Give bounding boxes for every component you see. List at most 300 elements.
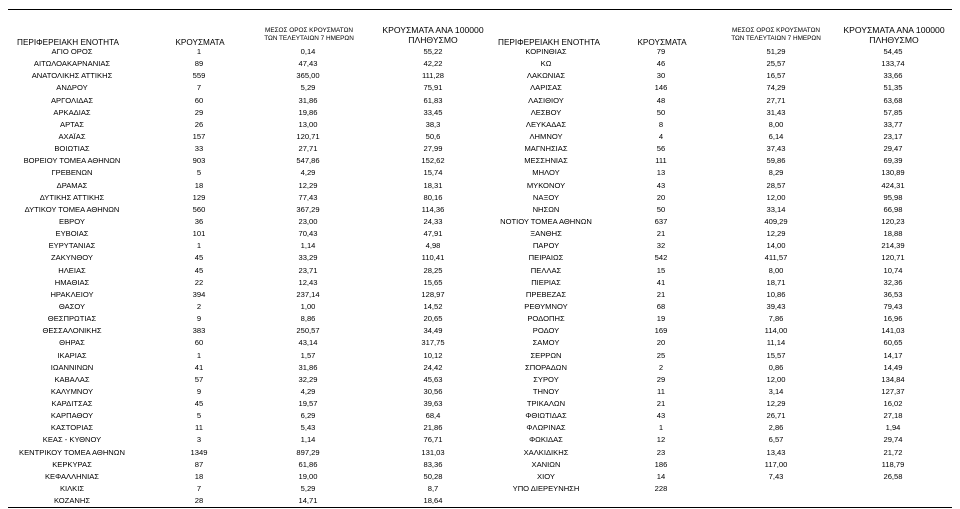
right-per100k-cell: 27,18 (883, 411, 903, 421)
left-per100k-cell: 28,25 (423, 265, 443, 275)
right-cases-cell: 21 (656, 229, 666, 239)
right-per100k-cell: 141,03 (881, 326, 905, 336)
left-cases-cell: 1 (196, 47, 202, 56)
right-region-cell: ΤΡΙΚΑΛΩΝ (526, 399, 566, 409)
header-avg7-right (713, 27, 839, 43)
right-avg7-cell: 3,14 (768, 386, 784, 396)
left-per100k-cell: 110,41 (421, 253, 445, 263)
right-avg7-cell: 39,43 (766, 301, 786, 311)
right-avg7-cell: 8,29 (768, 168, 784, 178)
right-region-cell: ΡΕΘΥΜΝΟΥ (524, 301, 568, 311)
right-cases-cell: 169 (654, 326, 668, 336)
header-region-right: ΠΕΡΙΦΕΡΕΙΑΚΗ ΕΝΟΤΗΤΑ (498, 38, 600, 47)
left-avg7-cell: 19,00 (298, 471, 318, 481)
right-avg7-cell: 6,57 (768, 435, 784, 445)
left-per100k-cell: 50,28 (423, 471, 443, 481)
right-cases-cell: 542 (654, 253, 668, 263)
right-region-cell: ΝΑΞΟΥ (532, 192, 560, 202)
right-cases-cell: 56 (656, 144, 666, 154)
right-cases-cell: 14 (656, 471, 666, 481)
right-cases-cell: 50 (656, 204, 666, 214)
right-avg7-cell: 31,43 (766, 107, 786, 117)
left-per100k-cell: 30,56 (423, 386, 443, 396)
left-region-cell: ΘΗΡΑΣ (59, 338, 85, 348)
left-cases-cell: 1 (196, 350, 202, 360)
left-avg7-cell: 5,29 (300, 83, 316, 93)
left-region-cell: ΚΕΑΣ - ΚΥΘΝΟΥ (42, 435, 102, 445)
left-avg7-cell: 250,57 (296, 326, 320, 336)
left-avg7-cell: 120,71 (296, 131, 320, 141)
left-cases-cell: 9 (196, 314, 202, 324)
left-per100k-cell: 128,97 (421, 289, 445, 299)
right-region-cell: ΣΥΡΟΥ (533, 374, 559, 384)
right-avg7-cell: 12,29 (766, 399, 786, 409)
left-cases-cell: 5 (196, 411, 202, 421)
right-avg7-cell: 59,86 (766, 156, 786, 166)
right-cases-cell: 29 (656, 374, 666, 384)
right-avg7-cell: 12,00 (766, 374, 786, 384)
right-per100k-cell: 51,35 (883, 83, 903, 93)
right-per100k-cell: 66,98 (883, 204, 903, 214)
right-region-cell: ΛΑΡΙΣΑΣ (530, 83, 562, 93)
right-avg7-cell (736, 483, 816, 495)
right-avg7-cell: 2,86 (768, 423, 784, 433)
left-per100k-cell: 24,33 (423, 216, 443, 226)
left-avg7-cell: 4,29 (300, 386, 316, 396)
right-per100k-cell: 57,85 (883, 107, 903, 117)
right-per100k-cell: 26,58 (883, 471, 903, 481)
left-avg7-cell: 19,86 (298, 107, 318, 117)
left-region-cell: ΚΙΛΚΙΣ (59, 484, 85, 494)
left-cases-cell: 383 (192, 326, 206, 336)
left-per100k-cell: 76,71 (423, 435, 443, 445)
right-region-cell: ΣΑΜΟΥ (532, 338, 560, 348)
right-per100k-cell: 54,45 (883, 47, 903, 56)
left-cases-cell: 22 (194, 277, 204, 287)
right-per100k-cell: 63,68 (883, 95, 903, 105)
right-cases-cell: 11 (657, 386, 665, 396)
right-cases-cell: 41 (656, 277, 666, 287)
right-avg7-cell: 26,71 (766, 411, 786, 421)
right-per100k-cell: 32,36 (883, 277, 903, 287)
right-region-cell: ΦΛΩΡΙΝΑΣ (526, 423, 566, 433)
right-avg7-cell: 8,00 (768, 265, 784, 275)
left-region-cell: ΔΥΤΙΚΗΣ ΑΤΤΙΚΗΣ (39, 192, 105, 202)
left-cases-cell: 26 (194, 119, 204, 129)
left-avg7-cell: 4,29 (300, 168, 316, 178)
left-region-cell: ΑΝΔΡΟΥ (56, 83, 88, 93)
right-per100k-cell: 79,43 (883, 301, 903, 311)
top-rule (8, 9, 952, 10)
left-region-cell: ΚΑΛΥΜΝΟΥ (50, 386, 94, 396)
left-region-cell: ΑΓΙΟ ΟΡΟΣ (51, 47, 93, 56)
right-cases-cell: 43 (656, 411, 666, 421)
right-avg7-cell: 411,57 (764, 253, 788, 263)
right-region-cell: ΞΑΝΘΗΣ (530, 229, 562, 239)
right-region-cell: ΣΠΟΡΑΔΩΝ (525, 362, 567, 372)
right-avg7-cell: 25,57 (766, 59, 786, 69)
right-per100k-cell: 29,47 (883, 144, 903, 154)
right-region-cell: ΛΑΚΩΝΙΑΣ (526, 71, 566, 81)
right-region-cell: ΛΕΥΚΑΔΑΣ (525, 119, 567, 129)
left-per100k-cell: 83,36 (423, 459, 443, 469)
right-cases-cell: 43 (656, 180, 666, 190)
header-per100k-left-line1: ΚΡΟΥΣΜΑΤΑ ΑΝΑ 100000 (382, 25, 484, 35)
left-per100k-cell: 55,22 (423, 47, 443, 56)
right-per100k-cell: 424,31 (881, 180, 905, 190)
left-per100k-cell: 50,6 (425, 131, 441, 141)
left-cases-cell: 33 (194, 144, 204, 154)
right-cases-cell: 12 (656, 435, 666, 445)
right-region-cell: ΛΕΣΒΟΥ (530, 107, 562, 117)
right-region-cell: ΠΕΙΡΑΙΩΣ (528, 253, 564, 263)
left-region-cell: ΚΑΡΔΙΤΣΑΣ (51, 399, 93, 409)
right-cases-cell: 8 (658, 119, 664, 129)
left-cases-cell: 11 (195, 423, 203, 433)
left-cases-cell: 559 (192, 71, 206, 81)
left-cases-cell: 1 (196, 241, 202, 251)
right-avg7-cell: 7,43 (768, 471, 784, 481)
left-region-cell: ΕΒΡΟΥ (59, 216, 85, 226)
right-region-cell: ΝΟΤΙΟΥ ΤΟΜΕΑ ΑΘΗΝΩΝ (500, 216, 592, 226)
left-region-cell: ΑΡΚΑΔΙΑΣ (53, 107, 91, 117)
left-avg7-cell: 23,71 (298, 265, 318, 275)
right-per100k-cell: 10,74 (883, 265, 903, 275)
left-region-cell: ΚΕΝΤΡΙΚΟΥ ΤΟΜΕΑ ΑΘΗΝΩΝ (19, 447, 125, 457)
right-per100k-cell: 33,66 (883, 71, 903, 81)
left-avg7-cell: 1,57 (300, 350, 316, 360)
left-region-cell: ΑΧΑΪΑΣ (58, 131, 86, 141)
right-avg7-cell: 11,14 (766, 338, 786, 348)
right-cases-cell: 4 (658, 131, 664, 141)
left-per100k-cell: 34,49 (423, 326, 443, 336)
right-region-cell: ΜΕΣΣΗΝΙΑΣ (524, 156, 568, 166)
right-avg7-cell: 10,86 (766, 289, 786, 299)
left-avg7-cell: 6,29 (300, 411, 316, 421)
bottom-rule (8, 507, 952, 508)
left-avg7-cell: 1,14 (300, 435, 316, 445)
left-avg7-cell: 5,43 (300, 423, 316, 433)
left-per100k-cell: 39,63 (423, 399, 443, 409)
right-avg7-cell: 28,57 (766, 180, 786, 190)
right-avg7-cell: 117,00 (764, 459, 788, 469)
right-region-cell: ΝΗΣΩΝ (532, 204, 560, 214)
left-region-cell: ΑΙΤΩΛΟΑΚΑΡΝΑΝΙΑΣ (33, 59, 111, 69)
left-avg7-cell: 31,86 (298, 362, 318, 372)
right-per100k-cell: 69,39 (883, 156, 903, 166)
right-region-cell: ΣΕΡΡΩΝ (530, 350, 562, 360)
left-per100k-cell: 15,74 (423, 168, 443, 178)
header-per100k-right-line1: ΚΡΟΥΣΜΑΤΑ ΑΝΑ 100000 (843, 25, 945, 35)
left-avg7-cell: 547,86 (296, 156, 320, 166)
left-avg7-cell: 8,86 (300, 314, 316, 324)
right-cases-cell: 25 (656, 350, 666, 360)
right-per100k-cell: 120,71 (881, 253, 905, 263)
left-per100k-cell: 47,91 (423, 229, 443, 239)
right-avg7-cell: 15,57 (766, 350, 786, 360)
left-per100k-cell: 111,28 (421, 71, 445, 81)
left-region-cell: ΕΥΡΥΤΑΝΙΑΣ (48, 241, 96, 251)
header-avg7-left (250, 27, 368, 43)
right-cases-cell: 21 (656, 289, 666, 299)
right-avg7-cell: 33,14 (766, 204, 786, 214)
left-per100k-cell: 27,99 (423, 144, 443, 154)
left-region-cell: ΑΝΑΤΟΛΙΚΗΣ ΑΤΤΙΚΗΣ (31, 71, 113, 81)
right-region-cell: ΛΑΣΙΘΙΟΥ (528, 95, 564, 105)
right-cases-cell: 13 (656, 168, 666, 178)
right-region-cell: ΡΟΔΟΠΗΣ (527, 314, 565, 324)
right-cases-cell: 21 (656, 399, 666, 409)
left-per100k-cell: 14,52 (423, 301, 443, 311)
right-avg7-cell: 6,14 (768, 131, 784, 141)
header-per100k-left (372, 26, 494, 45)
right-per100k-cell (853, 483, 933, 495)
left-avg7-cell: 61,86 (298, 459, 318, 469)
header-region-left: ΠΕΡΙΦΕΡΕΙΑΚΗ ΕΝΟΤΗΤΑ (17, 38, 119, 47)
left-region-cell: ΑΡΓΟΛΙΔΑΣ (50, 95, 94, 105)
right-avg7-cell: 16,57 (766, 71, 786, 81)
right-per100k-cell: 120,23 (881, 216, 905, 226)
left-per100k-cell: 18,31 (423, 180, 443, 190)
left-region-cell: ΗΛΕΙΑΣ (58, 265, 86, 275)
left-region-cell: ΑΡΤΑΣ (60, 119, 84, 129)
left-cases-cell: 157 (192, 131, 206, 141)
right-per100k-cell: 33,77 (883, 119, 903, 129)
left-per100k-cell: 317,75 (421, 338, 445, 348)
right-per100k-cell: 14,49 (883, 362, 903, 372)
left-avg7-cell: 1,00 (300, 301, 316, 311)
right-avg7-cell: 14,00 (766, 241, 786, 251)
right-per100k-cell: 16,02 (883, 399, 903, 409)
left-region-cell: ΙΩΑΝΝΙΝΩΝ (50, 362, 94, 372)
left-region-cell: ΓΡΕΒΕΝΩΝ (51, 168, 93, 178)
left-cases-cell: 29 (194, 107, 204, 117)
right-region-cell: ΠΕΛΛΑΣ (530, 265, 562, 275)
right-cases-cell: 79 (656, 47, 666, 56)
left-region-cell: ΗΡΑΚΛΕΙΟΥ (50, 289, 94, 299)
right-per100k-cell: 16,96 (883, 314, 903, 324)
left-cases-cell: 36 (194, 216, 204, 226)
right-region-cell: ΠΙΕΡΙΑΣ (531, 277, 561, 287)
left-per100k-cell: 4,98 (425, 241, 441, 251)
left-avg7-cell: 14,71 (298, 496, 318, 506)
left-avg7-cell: 31,86 (298, 95, 318, 105)
left-cases-cell: 18 (194, 471, 204, 481)
left-avg7-cell: 13,00 (298, 119, 318, 129)
left-per100k-cell: 15,65 (423, 277, 443, 287)
left-per100k-cell: 68,4 (425, 411, 441, 421)
right-avg7-cell: 409,29 (764, 216, 788, 226)
left-avg7-cell: 365,00 (296, 71, 320, 81)
header-avg7-left-line2: ΤΩΝ ΤΕΛΕΥΤΑΙΩΝ 7 ΗΜΕΡΩΝ (264, 35, 354, 42)
left-avg7-cell: 12,43 (298, 277, 318, 287)
right-cases-cell: 146 (654, 83, 668, 93)
left-region-cell: ΚΑΣΤΟΡΙΑΣ (50, 423, 94, 433)
left-per100k-cell: 80,16 (423, 192, 443, 202)
left-cases-cell: 129 (192, 192, 206, 202)
right-cases-cell: 48 (656, 95, 666, 105)
left-cases-cell: 7 (196, 83, 202, 93)
left-cases-cell: 57 (194, 374, 204, 384)
right-cases-cell: 2 (658, 362, 664, 372)
right-avg7-cell: 27,71 (766, 95, 786, 105)
right-cases-cell: 186 (654, 459, 668, 469)
right-per100k-cell: 36,53 (883, 289, 903, 299)
right-region-cell: ΠΑΡΟΥ (532, 241, 560, 251)
left-per100k-cell: 42,22 (423, 59, 443, 69)
right-cases-cell: 19 (656, 314, 666, 324)
right-region-cell: ΚΩ (540, 59, 552, 69)
left-region-cell: ΖΑΚΥΝΘΟΥ (51, 253, 93, 263)
left-cases-cell: 560 (192, 204, 206, 214)
right-cases-cell: 1 (658, 423, 664, 433)
right-avg7-cell: 7,86 (768, 314, 784, 324)
left-per100k-cell: 24,42 (423, 362, 443, 372)
right-cases-cell: 20 (656, 192, 666, 202)
left-cases-cell: 87 (194, 459, 204, 469)
left-cases-cell: 7 (196, 484, 202, 494)
right-cases-cell: 23 (656, 447, 666, 457)
left-per100k-cell: 152,62 (421, 156, 445, 166)
left-cases-cell: 45 (194, 253, 204, 263)
right-avg7-cell: 12,00 (766, 192, 786, 202)
right-per100k-cell: 118,79 (881, 459, 905, 469)
left-avg7-cell: 77,43 (298, 192, 318, 202)
left-avg7-cell: 1,14 (300, 241, 316, 251)
left-per100k-cell: 10,12 (423, 350, 443, 360)
left-cases-cell: 5 (196, 168, 202, 178)
left-region-cell: ΚΟΖΑΝΗΣ (53, 496, 91, 506)
right-region-cell: ΠΡΕΒΕΖΑΣ (525, 289, 567, 299)
right-per100k-cell: 130,89 (881, 168, 905, 178)
left-region-cell: ΔΡΑΜΑΣ (56, 180, 88, 190)
right-cases-cell: 111 (655, 156, 667, 166)
right-per100k-cell: 21,72 (883, 447, 903, 457)
left-avg7-cell: 12,29 (298, 180, 318, 190)
right-cases-cell: 228 (654, 484, 668, 494)
left-per100k-cell: 61,83 (423, 95, 443, 105)
right-region-cell: ΦΘΙΩΤΙΔΑΣ (525, 411, 567, 421)
left-avg7-cell: 47,43 (298, 59, 318, 69)
right-cases-cell: 20 (656, 338, 666, 348)
right-per100k-cell: 14,17 (883, 350, 903, 360)
right-region-cell: ΤΗΝΟΥ (532, 386, 560, 396)
left-region-cell: ΕΥΒΟΙΑΣ (55, 229, 89, 239)
header-avg7-right-line2: ΤΩΝ ΤΕΛΕΥΤΑΙΩΝ 7 ΗΜΕΡΩΝ (731, 35, 821, 42)
left-cases-cell: 45 (194, 399, 204, 409)
left-region-cell: ΒΟΡΕΙΟΥ ΤΟΜΕΑ ΑΘΗΝΩΝ (23, 156, 121, 166)
right-avg7-cell: 8,00 (768, 119, 784, 129)
right-region-cell: ΜΑΓΝΗΣΙΑΣ (524, 144, 568, 154)
right-region-cell: ΧΑΛΚΙΔΙΚΗΣ (523, 447, 569, 457)
right-region-cell: ΥΠΟ ΔΙΕΡΕΥΝΗΣΗ (512, 484, 580, 494)
right-avg7-cell: 13,43 (766, 447, 786, 457)
header-cases-left: ΚΡΟΥΣΜΑΤΑ (175, 38, 225, 47)
right-cases-cell: 30 (656, 71, 666, 81)
left-avg7-cell: 0,14 (300, 47, 316, 56)
right-per100k-cell: 214,39 (881, 241, 905, 251)
left-per100k-cell: 38,3 (425, 119, 441, 129)
right-cases-cell: 50 (656, 107, 666, 117)
left-cases-cell: 2 (196, 301, 202, 311)
right-per100k-cell: 134,84 (881, 374, 905, 384)
left-avg7-cell: 70,43 (298, 229, 318, 239)
right-cases-cell: 68 (656, 301, 666, 311)
right-region-cell: ΛΗΜΝΟΥ (529, 131, 563, 141)
right-avg7-cell: 18,71 (766, 277, 786, 287)
right-per100k-cell: 133,74 (881, 59, 905, 69)
left-cases-cell: 45 (194, 265, 204, 275)
left-avg7-cell: 5,29 (300, 484, 316, 494)
left-cases-cell: 60 (194, 95, 204, 105)
left-avg7-cell: 237,14 (296, 289, 320, 299)
left-per100k-cell: 45,63 (423, 374, 443, 384)
left-avg7-cell: 897,29 (296, 447, 320, 457)
left-avg7-cell: 19,57 (298, 399, 318, 409)
right-region-cell: ΚΟΡΙΝΘΙΑΣ (525, 47, 567, 56)
left-per100k-cell: 8,7 (427, 484, 439, 494)
right-per100k-cell: 23,17 (883, 131, 903, 141)
left-region-cell: ΚΑΒΑΛΑΣ (54, 374, 90, 384)
left-per100k-cell: 131,03 (421, 447, 445, 457)
right-region-cell: ΜΗΛΟΥ (532, 168, 560, 178)
left-region-cell: ΔΥΤΙΚΟΥ ΤΟΜΕΑ ΑΘΗΝΩΝ (24, 204, 120, 214)
right-per100k-cell: 60,65 (883, 338, 903, 348)
left-cases-cell: 3 (196, 435, 202, 445)
left-region-cell: ΚΕΦΑΛΛΗΝΙΑΣ (44, 471, 100, 481)
left-avg7-cell: 23,00 (298, 216, 318, 226)
header-cases-right: ΚΡΟΥΣΜΑΤΑ (637, 38, 687, 47)
left-cases-cell: 41 (194, 362, 204, 372)
left-per100k-cell: 75,91 (423, 83, 443, 93)
right-cases-cell: 46 (656, 59, 666, 69)
right-per100k-cell: 127,37 (881, 386, 905, 396)
right-cases-cell: 15 (656, 265, 666, 275)
right-region-cell: ΡΟΔΟΥ (532, 326, 560, 336)
left-region-cell: ΘΑΣΟΥ (58, 301, 86, 311)
left-region-cell: ΚΑΡΠΑΘΟΥ (50, 411, 94, 421)
left-per100k-cell: 33,45 (423, 107, 443, 117)
right-per100k-cell: 29,74 (883, 435, 903, 445)
left-region-cell: ΚΕΡΚΥΡΑΣ (52, 459, 92, 469)
left-per100k-cell: 20,65 (423, 314, 443, 324)
right-avg7-cell: 51,29 (766, 47, 786, 56)
right-per100k-cell: 1,94 (885, 423, 901, 433)
right-avg7-cell: 0,86 (768, 362, 784, 372)
left-avg7-cell: 27,71 (298, 144, 318, 154)
right-region-cell: ΧΑΝΙΩΝ (531, 459, 561, 469)
right-avg7-cell: 12,29 (766, 229, 786, 239)
right-region-cell: ΜΥΚΟΝΟΥ (526, 180, 566, 190)
right-region-cell: ΧΙΟΥ (537, 471, 555, 481)
right-avg7-cell: 114,00 (764, 326, 788, 336)
left-per100k-cell: 21,86 (423, 423, 443, 433)
left-region-cell: ΘΕΣΣΑΛΟΝΙΚΗΣ (42, 326, 102, 336)
left-cases-cell: 1349 (190, 447, 208, 457)
left-cases-cell: 394 (192, 289, 206, 299)
left-cases-cell: 60 (194, 338, 204, 348)
right-avg7-cell: 74,29 (766, 83, 786, 93)
left-region-cell: ΙΚΑΡΙΑΣ (57, 350, 87, 360)
left-avg7-cell: 32,29 (298, 374, 318, 384)
left-region-cell: ΒΟΙΩΤΙΑΣ (54, 144, 90, 154)
right-avg7-cell: 37,43 (766, 144, 786, 154)
right-cases-cell: 637 (654, 216, 668, 226)
right-region-cell: ΦΩΚΙΔΑΣ (529, 435, 563, 445)
header-avg7-left-line1: ΜΕΣΟΣ ΟΡΟΣ ΚΡΟΥΣΜΑΤΩΝ (265, 27, 353, 34)
left-cases-cell: 18 (194, 180, 204, 190)
right-cases-cell: 32 (656, 241, 666, 251)
